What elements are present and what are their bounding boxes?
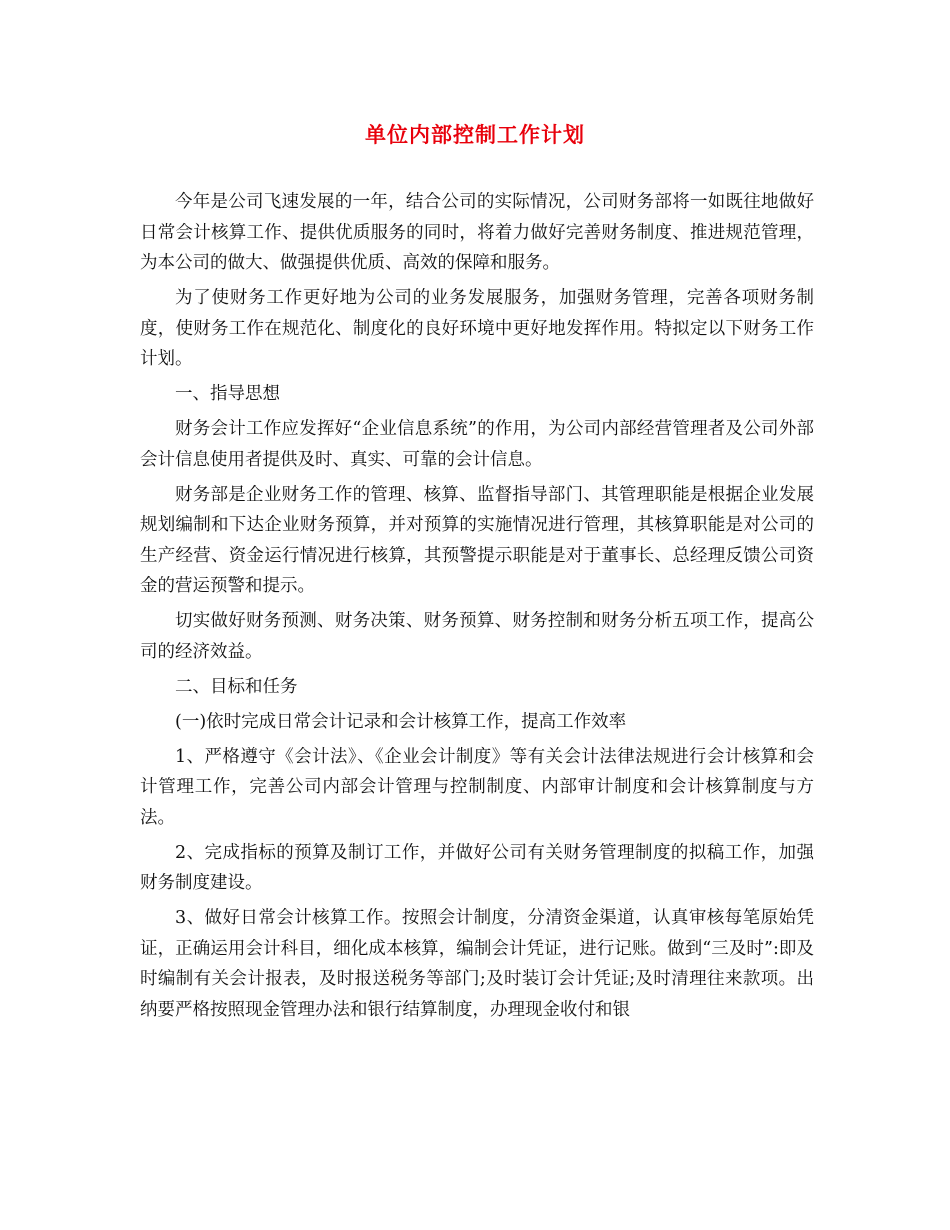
paragraph-item-1: 1、严格遵守《会计法》、《企业会计制度》等有关会计法律法规进行会计核算和会计管理工作，完善公司内部会计管理与控制制度、内部审计制度和会计核算制度与方法。 bbox=[140, 746, 814, 828]
document-body bbox=[140, 187, 814, 1030]
paragraph-purpose: 为了使财务工作更好地为公司的业务发展服务，加强财务管理，完善各项财务制度，使财务工作在规范化、制度化的良好环境中更好地发挥作用。特拟定以下财务工作计划。 bbox=[140, 288, 814, 369]
heading-goals-tasks: 二、目标和任务 bbox=[175, 676, 298, 697]
subheading-daily-accounting: (一)依时完成日常会计记录和会计核算工作，提高工作效率 bbox=[175, 711, 627, 732]
paragraph-five-tasks: 切实做好财务预测、财务决策、财务预算、财务控制和财务分析五项工作，提高公司的经济效益。 bbox=[140, 611, 814, 662]
paragraph-item-3: 3、做好日常会计核算工作。按照会计制度，分清资金渠道，认真审核每笔原始凭证，正确运用会计科目，细化成本核算，编制会计凭证，进行记账。做到“三及时”:即及时编制有关会计报表，及时报送税务等部门;及时装订会计凭证;及时清理往来款项。出纳要严格按照现金管理办法和银行结算制度，办理现金收付和银 bbox=[140, 908, 814, 1020]
paragraph-item-2: 2、完成指标的预算及制订工作，并做好公司有关财务管理制度的拟稿工作，加强财务制度建设。 bbox=[140, 842, 814, 893]
paragraph-intro: 今年是公司飞速发展的一年，结合公司的实际情况，公司财务部将一如既往地做好日常会计核算工作、提供优质服务的同时，将着力做好完善财务制度、推进规范管理，为本公司的做大、做强提供优质、高效的保障和服务。 bbox=[140, 192, 814, 273]
paragraph-info-system: 财务会计工作应发挥好“企业信息系统”的作用，为公司内部经营管理者及公司外部会计信息使用者提供及时、真实、可靠的会计信息。 bbox=[140, 419, 814, 470]
heading-guiding-ideology: 一、指导思想 bbox=[175, 384, 280, 404]
document-title: 单位内部控制工作计划 bbox=[365, 122, 585, 147]
paragraph-finance-dept-role: 财务部是企业财务工作的管理、核算、监督指导部门、其管理职能是根据企业发展规划编制和下达企业财务预算，并对预算的实施情况进行管理，其核算职能是对公司的生产经营、资金运行情况进行核算，其预警提示职能是对于董事长、总经理反馈公司资金的营运预警和提示。 bbox=[140, 484, 814, 596]
